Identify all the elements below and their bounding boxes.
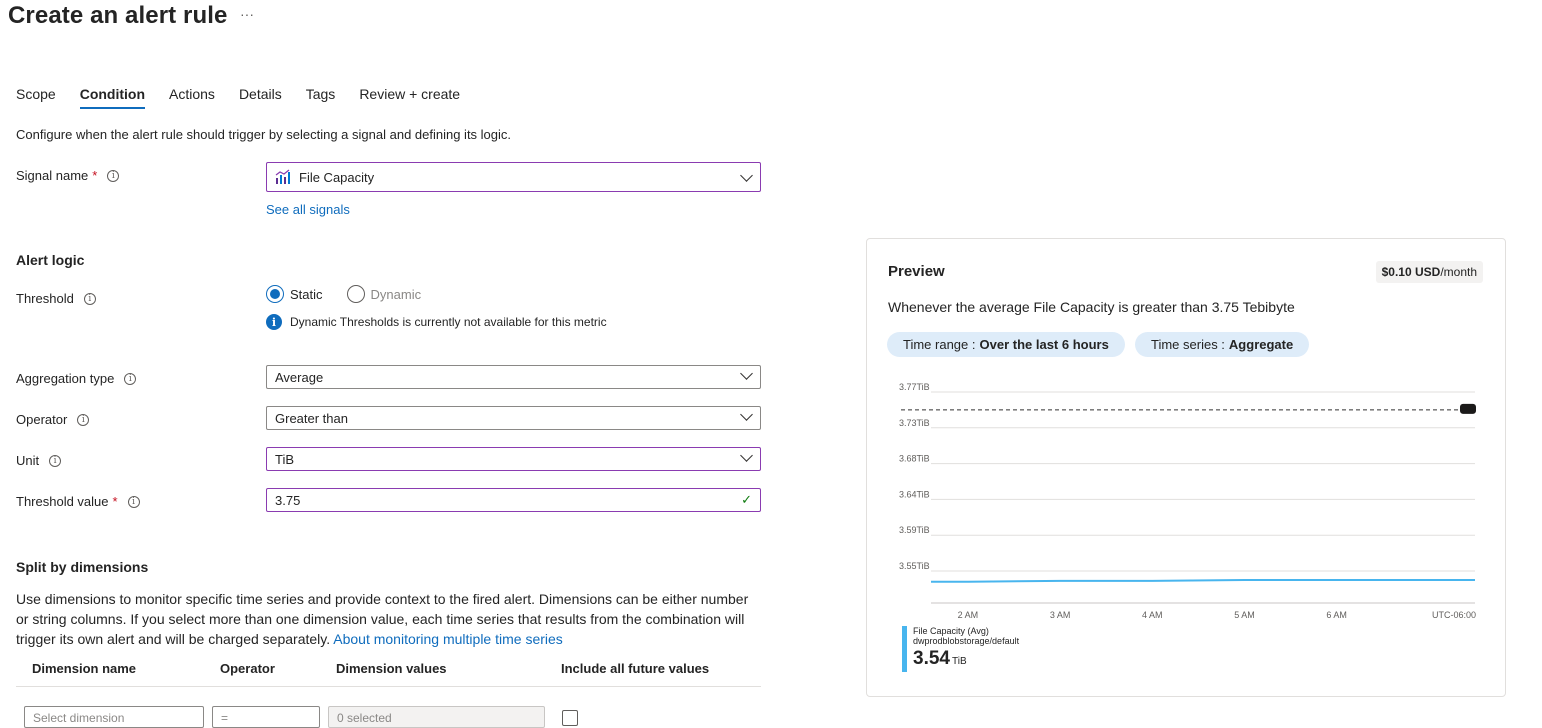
threshold-radio-group — [266, 285, 439, 303]
operator-label-text: Operator — [16, 412, 68, 427]
operator-label — [16, 412, 89, 427]
y-tick-label: 3.64TiB — [899, 489, 930, 500]
aggregation-label-text: Aggregation type — [16, 371, 115, 386]
legend-value-unit: TiB — [951, 656, 967, 667]
valid-check-icon: ✓ — [741, 492, 752, 507]
dynamic-threshold-note — [266, 314, 607, 330]
see-all-signals-link[interactable]: See all signals — [266, 202, 350, 217]
static-radio-label[interactable]: Static — [290, 286, 323, 302]
signal-name-value: File Capacity — [299, 169, 375, 185]
signal-name-label — [16, 168, 119, 183]
legend-value — [913, 648, 1019, 670]
x-tick-label: 2 AM — [957, 610, 979, 620]
more-options-icon[interactable]: ··· — [240, 6, 254, 22]
unit-label — [16, 453, 61, 468]
info-icon[interactable]: i — [128, 496, 140, 508]
series-line-file-capacity[interactable] — [931, 580, 1475, 582]
time-range-value: Over the last 6 hours — [979, 337, 1109, 352]
info-icon[interactable]: i — [77, 414, 89, 426]
unit-value: TiB — [275, 451, 295, 467]
info-icon[interactable]: i — [124, 373, 136, 385]
dimension-table-divider — [16, 686, 761, 687]
include-future-values-checkbox[interactable] — [562, 710, 578, 726]
threshold-label-text: Threshold — [16, 291, 74, 306]
info-icon[interactable]: i — [107, 170, 119, 182]
aggregation-type-label — [16, 371, 136, 386]
tab-tags[interactable]: Tags — [305, 86, 336, 102]
y-tick-label: 3.55TiB — [899, 561, 930, 571]
aggregation-type-select[interactable] — [266, 365, 761, 389]
threshold-value-input[interactable] — [266, 488, 761, 512]
dynamic-note-text: Dynamic Thresholds is currently not available for this metric — [290, 315, 607, 329]
y-tick-label: 3.59TiB — [899, 525, 930, 536]
aggregation-value: Average — [275, 369, 324, 385]
threshold-value-label — [16, 494, 140, 509]
alert-logic-heading: Alert logic — [16, 252, 85, 268]
wizard-tabs — [16, 86, 484, 108]
x-tick-label: 6 AM — [1326, 610, 1347, 620]
x-tick-label: 3 AM — [1049, 610, 1071, 620]
chart-legend — [902, 626, 1019, 672]
threshold-label — [16, 291, 96, 306]
tab-actions[interactable]: Actions — [169, 86, 215, 102]
dimension-values-select[interactable]: 0 selected — [328, 706, 545, 728]
about-multiple-time-series-link[interactable]: About monitoring multiple time series — [333, 631, 563, 647]
operator-select[interactable] — [266, 406, 761, 430]
signal-name-label-text: Signal name — [16, 168, 89, 183]
dimension-name-select[interactable]: Select dimension — [24, 706, 204, 728]
signal-name-select[interactable] — [266, 162, 761, 192]
time-range-label: Time range : — [903, 337, 976, 352]
legend-series-name: File Capacity (Avg) — [913, 626, 989, 636]
tab-condition[interactable]: Condition — [80, 86, 145, 108]
threshold-value-label-text: Threshold value — [16, 494, 109, 509]
preview-title: Preview — [888, 263, 945, 280]
cost-period: /month — [1440, 265, 1477, 279]
time-series-value: Aggregate — [1228, 337, 1294, 352]
required-mark: * — [92, 168, 98, 183]
unit-select[interactable] — [266, 447, 761, 471]
chevron-down-icon — [740, 367, 753, 380]
unit-label-text: Unit — [16, 453, 40, 468]
time-series-label: Time series : — [1151, 337, 1225, 352]
dimension-operator-select[interactable]: = — [212, 706, 320, 728]
operator-value: Greater than — [275, 410, 348, 426]
preview-sentence: Whenever the average File Capacity is greater than 3.75 Tebibyte — [888, 299, 1295, 315]
dynamic-radio-label[interactable]: Dynamic — [370, 286, 422, 302]
timezone-label: UTC-06:00 — [1431, 610, 1476, 620]
condition-description: Configure when the alert rule should trigger by selecting a signal and defining its logic. — [16, 127, 512, 142]
chevron-down-icon — [740, 408, 753, 421]
x-tick-label: 5 AM — [1234, 610, 1255, 620]
preview-panel — [866, 238, 1506, 697]
chevron-down-icon — [740, 449, 753, 462]
split-by-dimensions-heading: Split by dimensions — [16, 559, 149, 575]
col-operator: Operator — [220, 661, 275, 676]
split-description — [16, 589, 761, 649]
dynamic-radio[interactable] — [347, 285, 365, 303]
info-icon[interactable]: i — [84, 293, 96, 305]
chevron-down-icon — [740, 169, 753, 182]
x-tick-label: 4 AM — [1142, 610, 1163, 620]
tab-review-create[interactable]: Review + create — [359, 86, 461, 102]
tab-scope[interactable]: Scope — [16, 86, 56, 102]
split-description-text: Use dimensions to monitor specific time series and provide context to the fired alert. Dimensions can be either number or string columns. If you select more than one dimension value, each time series that results from the combination will trigger its own alert and will be charged separately. — [16, 591, 749, 647]
col-include-future-values: Include all future values — [561, 661, 710, 676]
cost-amount: $0.10 USD — [1381, 265, 1441, 279]
col-dimension-name: Dimension name — [32, 661, 137, 676]
legend-color-bar — [902, 626, 907, 672]
y-tick-label: 3.73TiB — [899, 417, 930, 428]
y-tick-label: 3.68TiB — [899, 453, 930, 464]
info-filled-icon: i — [266, 314, 282, 330]
col-dimension-values: Dimension values — [336, 661, 447, 676]
y-tick-label: 3.77TiB — [899, 382, 930, 392]
required-mark: * — [112, 494, 118, 509]
metric-chart-icon — [275, 169, 293, 185]
static-radio[interactable] — [266, 285, 284, 303]
info-icon[interactable]: i — [49, 455, 61, 467]
legend-value-number: 3.54 — [913, 648, 950, 669]
legend-resource: dwprodblobstorage/default — [913, 636, 1020, 646]
threshold-marker[interactable] — [1460, 404, 1476, 414]
threshold-value-text: 3.75 — [275, 492, 301, 508]
tab-details[interactable]: Details — [238, 86, 282, 102]
page-title: Create an alert rule — [8, 2, 228, 29]
